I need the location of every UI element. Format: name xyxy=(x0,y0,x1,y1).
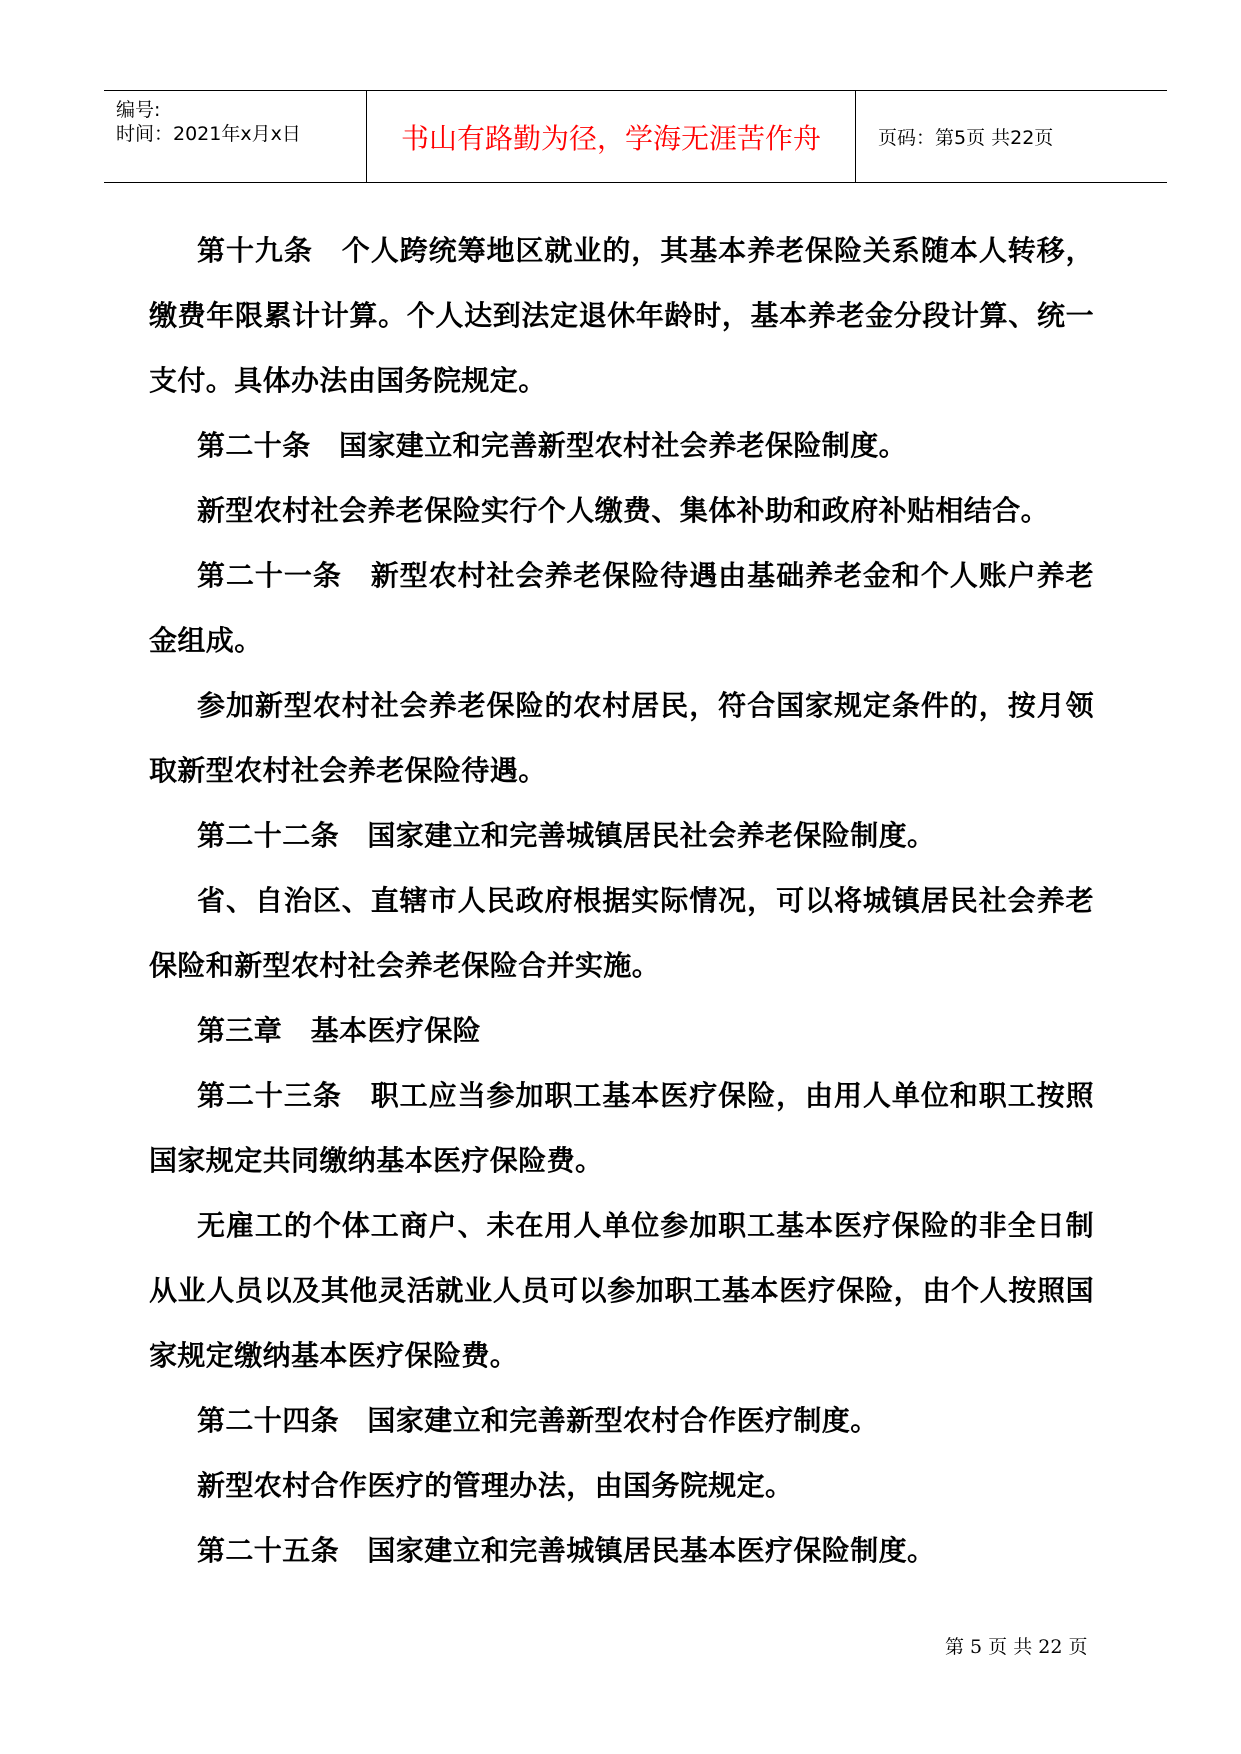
header-meta xyxy=(116,91,366,182)
header-page-code: 页码：第5页 共22页 xyxy=(878,127,1054,149)
document-body xyxy=(149,218,1094,1583)
header-divider-right xyxy=(855,91,856,182)
paragraph: 新型农村社会养老保险实行个人缴费、集体补助和政府补贴相结合。 xyxy=(197,494,1050,527)
header-motto: 书山有路勤为径，学海无涯苦作舟 xyxy=(400,121,821,155)
paragraph: 第二十五条 国家建立和完善城镇居民基本医疗保险制度。 xyxy=(197,1534,936,1567)
document-time-label: 时间：2021年x月x日 xyxy=(116,123,301,145)
page-footer: 第 5 页 共 22 页 xyxy=(945,1636,1088,1658)
document-number-label: 编号: xyxy=(116,99,161,121)
paragraph: 第二十二条 国家建立和完善城镇居民社会养老保险制度。 xyxy=(197,819,936,852)
paragraph: 第十九条 个人跨统筹地区就业的，其基本养老保险关系随本人转移，缴费年限累计计算。个人达到法定退休年龄时，基本养老金分段计算、统一支付。具体办法由国务院规定。 xyxy=(149,234,1094,397)
paragraph: 第二十四条 国家建立和完善新型农村合作医疗制度。 xyxy=(197,1404,879,1437)
paragraph: 新型农村合作医疗的管理办法，由国务院规定。 xyxy=(197,1469,794,1502)
paragraph: 第二十一条 新型农村社会养老保险待遇由基础养老金和个人账户养老金组成。 xyxy=(149,559,1094,657)
paragraph: 参加新型农村社会养老保险的农村居民，符合国家规定条件的，按月领取新型农村社会养老保险待遇。 xyxy=(149,689,1094,787)
paragraph: 第二十三条 职工应当参加职工基本医疗保险，由用人单位和职工按照国家规定共同缴纳基本医疗保险费。 xyxy=(149,1079,1094,1177)
page-header xyxy=(104,90,1167,183)
paragraph: 省、自治区、直辖市人民政府根据实际情况，可以将城镇居民社会养老保险和新型农村社会养老保险合并实施。 xyxy=(149,884,1094,982)
chapter-heading: 第三章 基本医疗保险 xyxy=(197,1014,482,1047)
paragraph: 第二十条 国家建立和完善新型农村社会养老保险制度。 xyxy=(197,429,908,462)
paragraph: 无雇工的个体工商户、未在用人单位参加职工基本医疗保险的非全日制从业人员以及其他灵活就业人员可以参加职工基本医疗保险，由个人按照国家规定缴纳基本医疗保险费。 xyxy=(149,1209,1094,1372)
